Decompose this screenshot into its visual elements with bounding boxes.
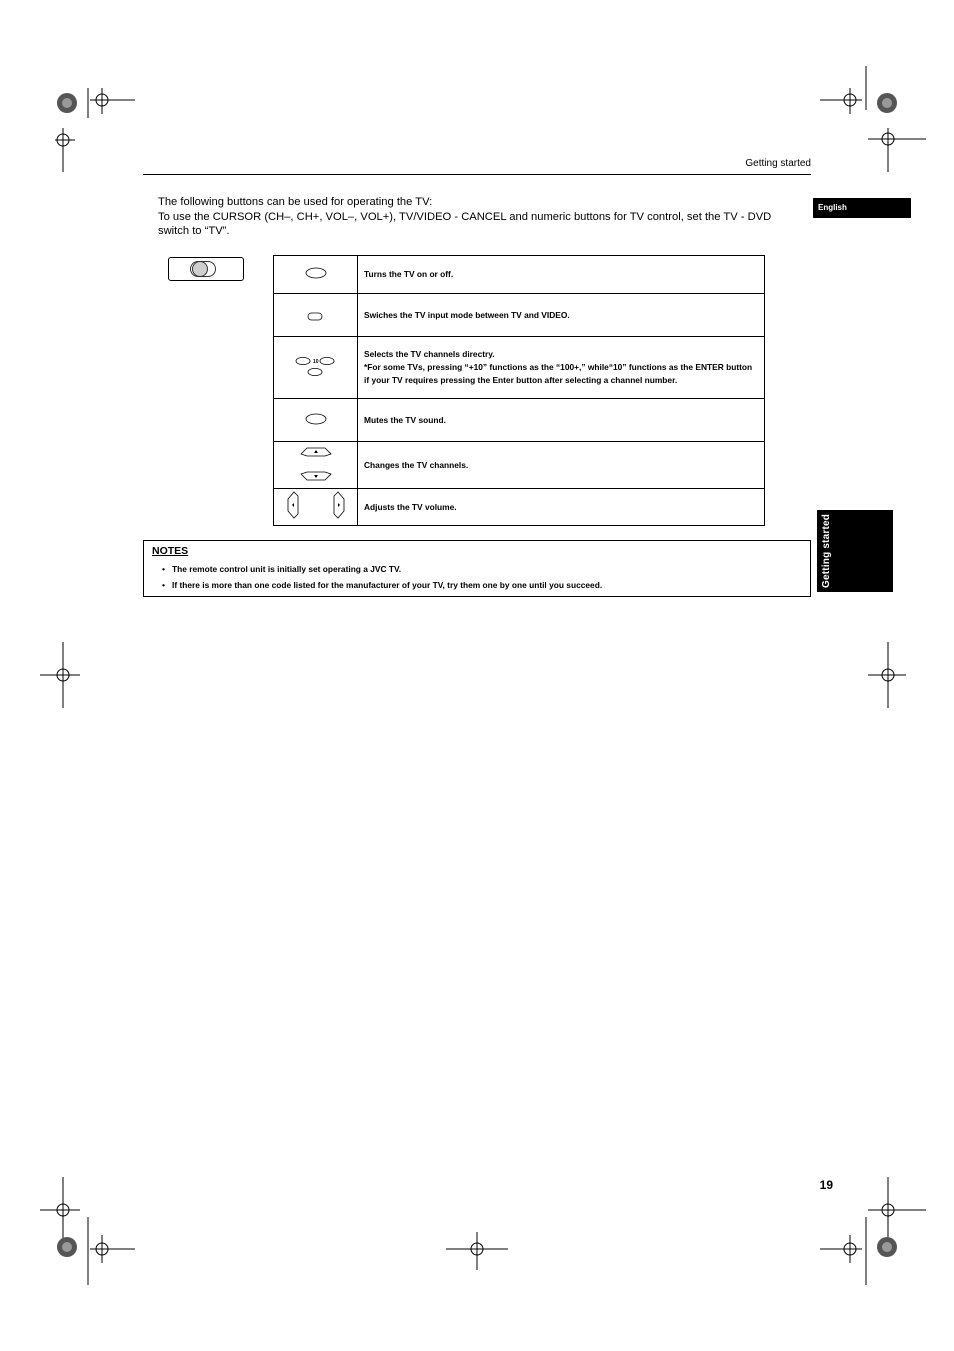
volume-left-right-icon <box>274 489 358 526</box>
tv-buttons-table <box>273 255 765 526</box>
notes-box <box>143 540 811 597</box>
row-description: Swiches the TV input mode between TV and VIDEO. <box>358 294 765 337</box>
table-row <box>274 294 765 337</box>
registration-mark-mid-left <box>40 642 90 708</box>
notes-title: NOTES <box>152 545 189 557</box>
oval-button-icon <box>274 256 358 294</box>
channel-up-down-icon <box>274 442 358 489</box>
list-item: • If there is more than one code listed for the manufacturer of your TV, try them one by one until you succeed. <box>152 577 602 593</box>
intro-line-2: To use the CURSOR (CH–, CH+, VOL–, VOL+), TV/VIDEO - CANCEL and numeric buttons for TV control, set the TV - DVD switch to “TV”. <box>158 210 772 238</box>
row-description: Turns the TV on or off. <box>358 256 765 294</box>
registration-mark-top-right <box>820 66 930 172</box>
registration-mark-bottom-right <box>820 1177 930 1287</box>
row-description-line: Selects the TV channels directry. <box>364 349 495 359</box>
tv-dvd-switch-icon <box>168 257 244 281</box>
table-row <box>274 399 765 442</box>
registration-mark-bottom-left <box>40 1177 140 1287</box>
row-description <box>358 337 765 399</box>
registration-mark-top-left <box>55 88 135 172</box>
row-description: Adjusts the TV volume. <box>358 489 765 526</box>
small-button-icon <box>274 294 358 337</box>
table-row <box>274 442 765 489</box>
registration-mark-mid-right <box>866 642 916 708</box>
row-description-line: *For some TVs, pressing “+10” functions as the “100+,” while“10” functions as the ENTER button if your TV requires pressing the Enter button after selecting a channel number. <box>364 362 753 385</box>
notes-list <box>152 561 602 593</box>
table-row <box>274 337 765 399</box>
language-tab: English <box>813 198 911 218</box>
side-tab-label: Getting started <box>821 513 832 588</box>
numeric-buttons-icon <box>274 337 358 399</box>
intro-text <box>158 195 773 239</box>
row-description: Changes the TV channels. <box>358 442 765 489</box>
table-row <box>274 489 765 526</box>
list-item: • The remote control unit is initially set operating a JVC TV. <box>152 561 602 577</box>
table-row <box>274 256 765 294</box>
mute-button-icon <box>274 399 358 442</box>
row-description: Mutes the TV sound. <box>358 399 765 442</box>
intro-line-1: The following buttons can be used for operating the TV: <box>158 196 433 208</box>
header-rule <box>143 174 811 175</box>
registration-mark-bottom-center <box>446 1232 510 1272</box>
section-header: Getting started <box>745 158 811 169</box>
ten-key-label: 10 <box>312 358 319 365</box>
section-side-tab <box>817 510 893 592</box>
page-number: 19 <box>819 1178 833 1192</box>
